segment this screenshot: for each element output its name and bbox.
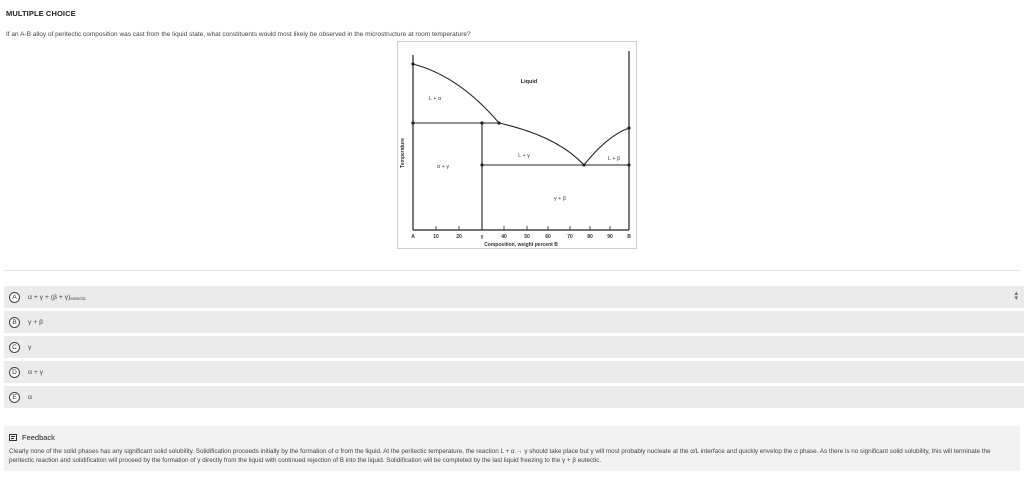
svg-text:50: 50 — [524, 234, 530, 240]
choice-letter-d: D — [9, 367, 20, 378]
choice-text-a: $\alpha + \gamma + (\beta + \gamma)_{eutectic}$ — [28, 293, 86, 301]
scroll-stepper-icon[interactable]: ▴ ▾ — [1014, 290, 1018, 302]
choice-letter-c: C — [9, 342, 20, 353]
svg-text:B: B — [627, 234, 631, 240]
feedback-text: Clearly none of the solid phases has any significant solid solubility. Solidification proceeds initially by the formation of α from the liquid. At the peritectic temperature, the reaction L + α → γ should take place but γ will most probably nucleate at the α/L interface and quickly envelop the α phase. As there is no significant solid solubility, this will terminate the peritectic reaction and solidification will proceed by the formation of γ directly from the liquid with continued rejection of B into the liquid. Solidification will be completed by the last liquid freezing to the γ + β eutectic. — [9, 448, 991, 464]
diagram-frame — [398, 42, 637, 249]
choice-c[interactable] — [4, 336, 1024, 358]
svg-text:A: A — [411, 234, 415, 240]
choice-b[interactable] — [4, 311, 1024, 333]
answer-choices — [4, 286, 1024, 411]
y-axis-label: Temperature — [400, 138, 406, 168]
choice-letter-b: B — [9, 317, 20, 328]
region-gamma-beta: γ + β — [553, 196, 567, 202]
svg-text:80: 80 — [587, 234, 593, 240]
choice-e[interactable] — [4, 386, 1024, 408]
choice-text-b: γ + β — [28, 318, 44, 326]
phase-diagram — [397, 41, 637, 249]
x-axis-label: Composition, weight percent B — [484, 242, 558, 248]
question-text: If an A-B alloy of peritectic composition was cast from the liquid state, what constituents would most likely be observed in the microstructure at room temperature? — [6, 31, 471, 38]
feedback-heading — [9, 433, 55, 442]
region-l-alpha: L + α — [428, 96, 442, 102]
choice-text-d: α + γ — [28, 368, 44, 376]
question-type-heading: MULTIPLE CHOICE — [6, 9, 76, 18]
svg-text:90: 90 — [607, 234, 613, 240]
section-divider — [4, 270, 1020, 271]
svg-text:γ: γ — [480, 234, 484, 240]
region-alpha-gamma: α + γ — [436, 164, 450, 170]
choice-d[interactable] — [4, 361, 1024, 383]
svg-text:70: 70 — [567, 234, 573, 240]
svg-text:20: 20 — [456, 234, 462, 240]
choice-text-e: α — [28, 393, 32, 401]
region-l-gamma: L + γ — [518, 153, 530, 159]
svg-text:60: 60 — [545, 234, 551, 240]
choice-letter-e: E — [9, 392, 20, 403]
choice-a[interactable] — [4, 286, 1024, 308]
svg-text:40: 40 — [501, 234, 507, 240]
svg-text:10: 10 — [433, 234, 439, 240]
feedback-panel — [4, 426, 1020, 471]
region-l-beta: L + β — [607, 156, 621, 162]
choice-letter-a: A — [9, 292, 20, 303]
feedback-heading-label: Feedback — [22, 433, 55, 442]
choice-text-c: γ — [28, 343, 32, 351]
feedback-icon — [9, 434, 17, 441]
region-liquid: Liquid — [520, 79, 538, 85]
